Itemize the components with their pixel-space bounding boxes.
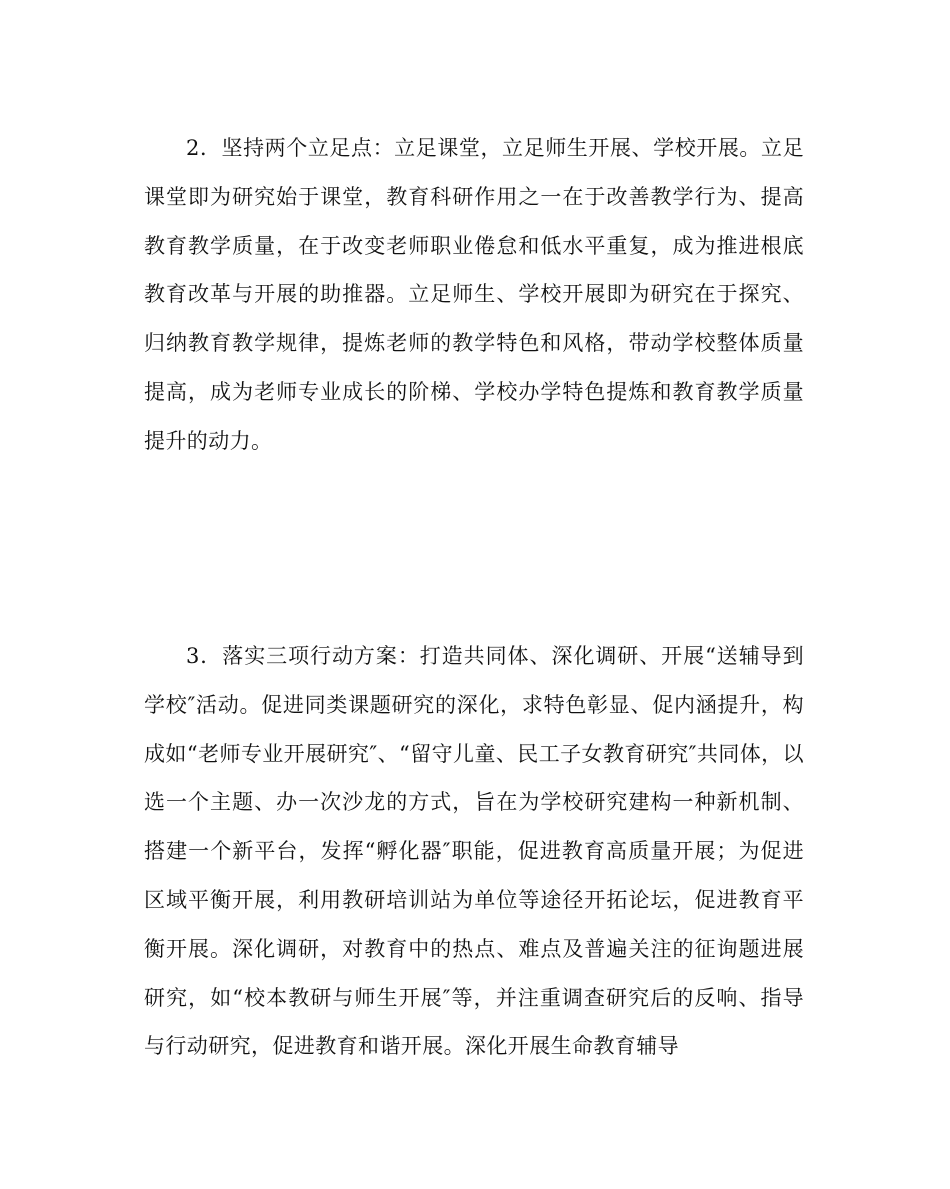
paragraph-2: 3．落实三项行动方案：打造共同体、深化调研、开展“送辅导到学校″活动。促进同类课题研究的深化，求特色彰显、促内涵提升，构成如“老师专业开展研究″、“留守儿童、民工子女教育研究″共同体，以选一个主题、办一次沙龙的方式，旨在为学校研究建构一种新机制、搭建一个新平台，发挥“孵化器″职能，促进教育高质量开展；为促进区域平衡开展，利用教研培训站为单位等途径开拓论坛，促进教育平衡开展。深化调研，对教育中的热点、难点及普遍关注的征询题进展研究，如“校本教研与师生开展″等，并注重调查研究后的反响、指导与行动研究，促进教育和谐开展。深化开展生命教育辅导	[144, 644, 804, 1059]
paragraph-1: 2．坚持两个立足点：立足课堂，立足师生开展、学校开展。立足课堂即为研究始于课堂，教育科研作用之一在于改善教学行为、提高教育教学质量，在于改变老师职业倦怠和低水平重复，成为推进根底教育改革与开展的助推器。立足师生、学校开展即为研究在于探究、归纳教育教学规律，提炼老师的教学特色和风格，带动学校整体质量提高，成为老师专业成长的阶梯、学校办学特色提炼和教育教学质量提升的动力。	[144, 136, 804, 453]
